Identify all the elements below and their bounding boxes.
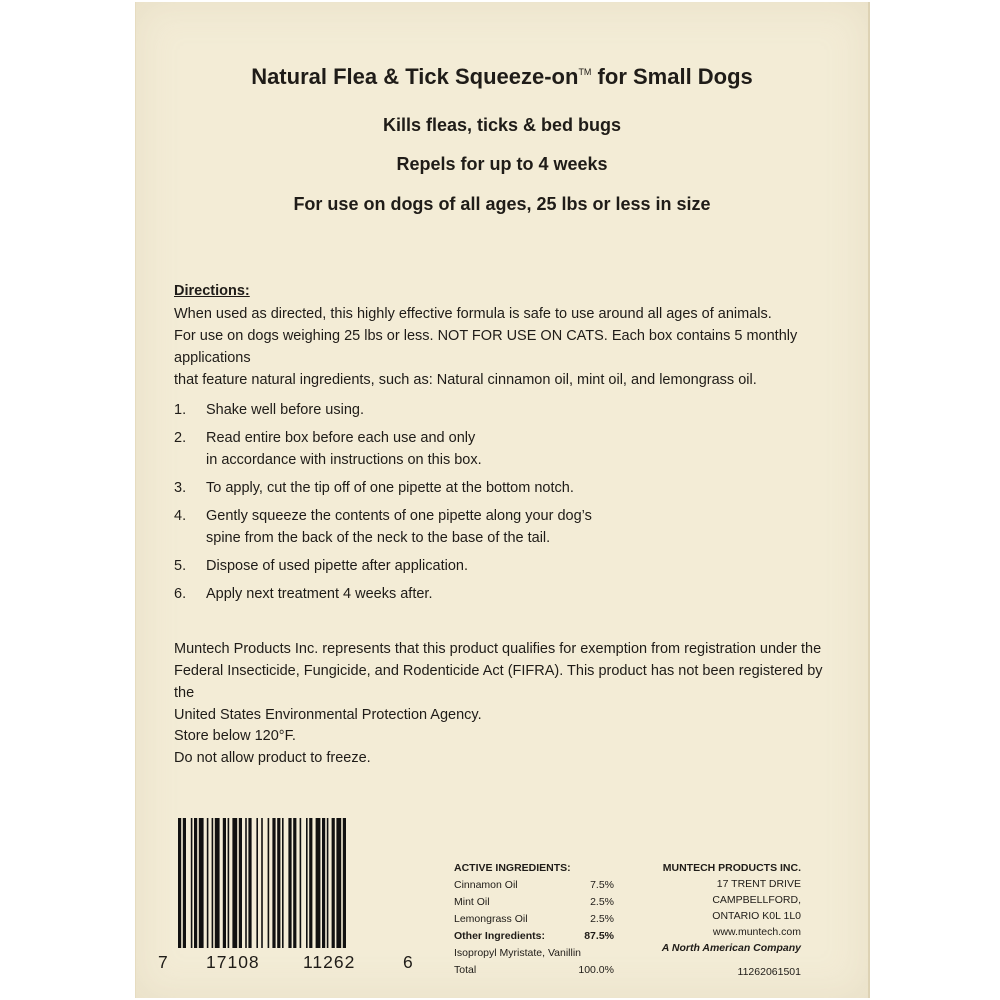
ingredient-row: Lemongrass Oil 2.5%	[454, 913, 614, 925]
barcode-bar	[332, 818, 335, 948]
ingredient-row: Total 100.0%	[454, 964, 614, 976]
barcode-group-2: 11262	[303, 952, 356, 972]
company-name: MUNTECH PRODUCTS INC.	[662, 862, 801, 874]
barcode-bar	[277, 818, 280, 948]
barcode-bar	[336, 818, 341, 948]
barcode-bar	[300, 818, 302, 948]
barcode-bar	[199, 818, 204, 948]
fifra-disclaimer: Muntech Products Inc. represents that this product qualifies for exemption from registration under the Federal Insecticide, Fungicide, and Rodenticide Act (FIFRA). This product has not been registered by the United States Environmental Protection Agency.	[174, 641, 823, 723]
claim-repels: Repels for up to 4 weeks	[396, 154, 608, 174]
barcode-bar	[248, 818, 251, 948]
ingredient-row: Isopropyl Myristate, Vanillin	[454, 947, 582, 959]
barcode-digit-last: 6	[403, 952, 414, 972]
company-address-1: 17 TRENT DRIVE	[716, 878, 801, 890]
product-title: Natural Flea & Tick Squeeze-on™ for Small Dogs	[251, 64, 753, 89]
step-item: 1. Shake well before using.	[174, 402, 364, 418]
barcode-bar	[194, 818, 197, 948]
step-item: 6. Apply next treatment 4 weeks after.	[174, 586, 433, 602]
barcode-bar	[309, 818, 312, 948]
ingredient-row: Cinnamon Oil 7.5%	[454, 879, 614, 891]
ingredient-row: Mint Oil 2.5%	[454, 896, 614, 908]
barcode-bar	[207, 818, 209, 948]
barcode-bar	[268, 818, 270, 948]
barcode-bar	[327, 818, 329, 948]
barcode-bar	[191, 818, 193, 948]
step-item: 5. Dispose of used pipette after application.	[174, 558, 468, 574]
barcode-bar	[239, 818, 242, 948]
barcode-bar	[293, 818, 296, 948]
barcode-bar	[212, 818, 214, 948]
barcode-bar	[343, 818, 346, 948]
barcode-bar	[316, 818, 321, 948]
company-address-2: CAMPBELLFORD,	[712, 894, 801, 906]
barcode-group-1: 17108	[206, 952, 260, 972]
barcode-bar	[306, 818, 308, 948]
company-website: www.muntech.com	[712, 926, 801, 938]
product-code: 11262061501	[737, 966, 801, 978]
barcode-bar	[282, 818, 284, 948]
step-item: 3. To apply, cut the tip off of one pipette at the bottom notch.	[174, 480, 574, 496]
claim-kills: Kills fleas, ticks & bed bugs	[382, 115, 622, 135]
directions-steps	[174, 399, 774, 611]
company-tagline: A North American Company	[661, 942, 801, 954]
barcode-bar	[245, 818, 247, 948]
directions-heading: Directions:	[174, 283, 250, 299]
ingredient-row: Other Ingredients: 87.5%	[454, 930, 614, 942]
barcode-bar	[322, 818, 325, 948]
step-item: 4. Gently squeeze the contents of one pipette along your dog’s spine from the back of the neck to the base of the tail.	[174, 508, 592, 546]
ingredients-table	[454, 860, 614, 979]
barcode-bar	[261, 818, 263, 948]
barcode-bar	[256, 818, 258, 948]
barcode-bar	[228, 818, 230, 948]
company-address-3: ONTARIO K0L 1L0	[712, 910, 801, 922]
barcode-digit-first: 7	[158, 952, 169, 972]
barcode-bar	[223, 818, 226, 948]
step-item: 2. Read entire box before each use and only in accordance with instructions on this box.	[174, 430, 482, 468]
barcode-bar	[215, 818, 220, 948]
barcode-bar	[183, 818, 186, 948]
barcode-bar	[288, 818, 291, 948]
claim-usage: For use on dogs of all ages, 25 lbs or less in size	[293, 194, 711, 214]
barcode	[178, 818, 416, 948]
directions-text: When used as directed, this highly effective formula is safe to use around all ages of animals. For use on dogs weighing 25 lbs or less. NOT FOR USE ON CATS. Each box contains 5 monthly applications that feature natural ingredients, such as: Natural cinnamon oil, mint oil, and lemongrass oil.	[174, 306, 798, 388]
ingredients-header: ACTIVE INGREDIENTS:	[454, 862, 571, 874]
company-info	[631, 860, 801, 980]
storage-instructions: Store below 120°F. Do not allow product to freeze.	[174, 728, 371, 766]
trademark-mark: TM	[578, 67, 592, 77]
package-back-panel	[135, 2, 870, 998]
barcode-bar	[178, 818, 181, 948]
barcode-bar	[232, 818, 237, 948]
barcode-bar	[272, 818, 275, 948]
